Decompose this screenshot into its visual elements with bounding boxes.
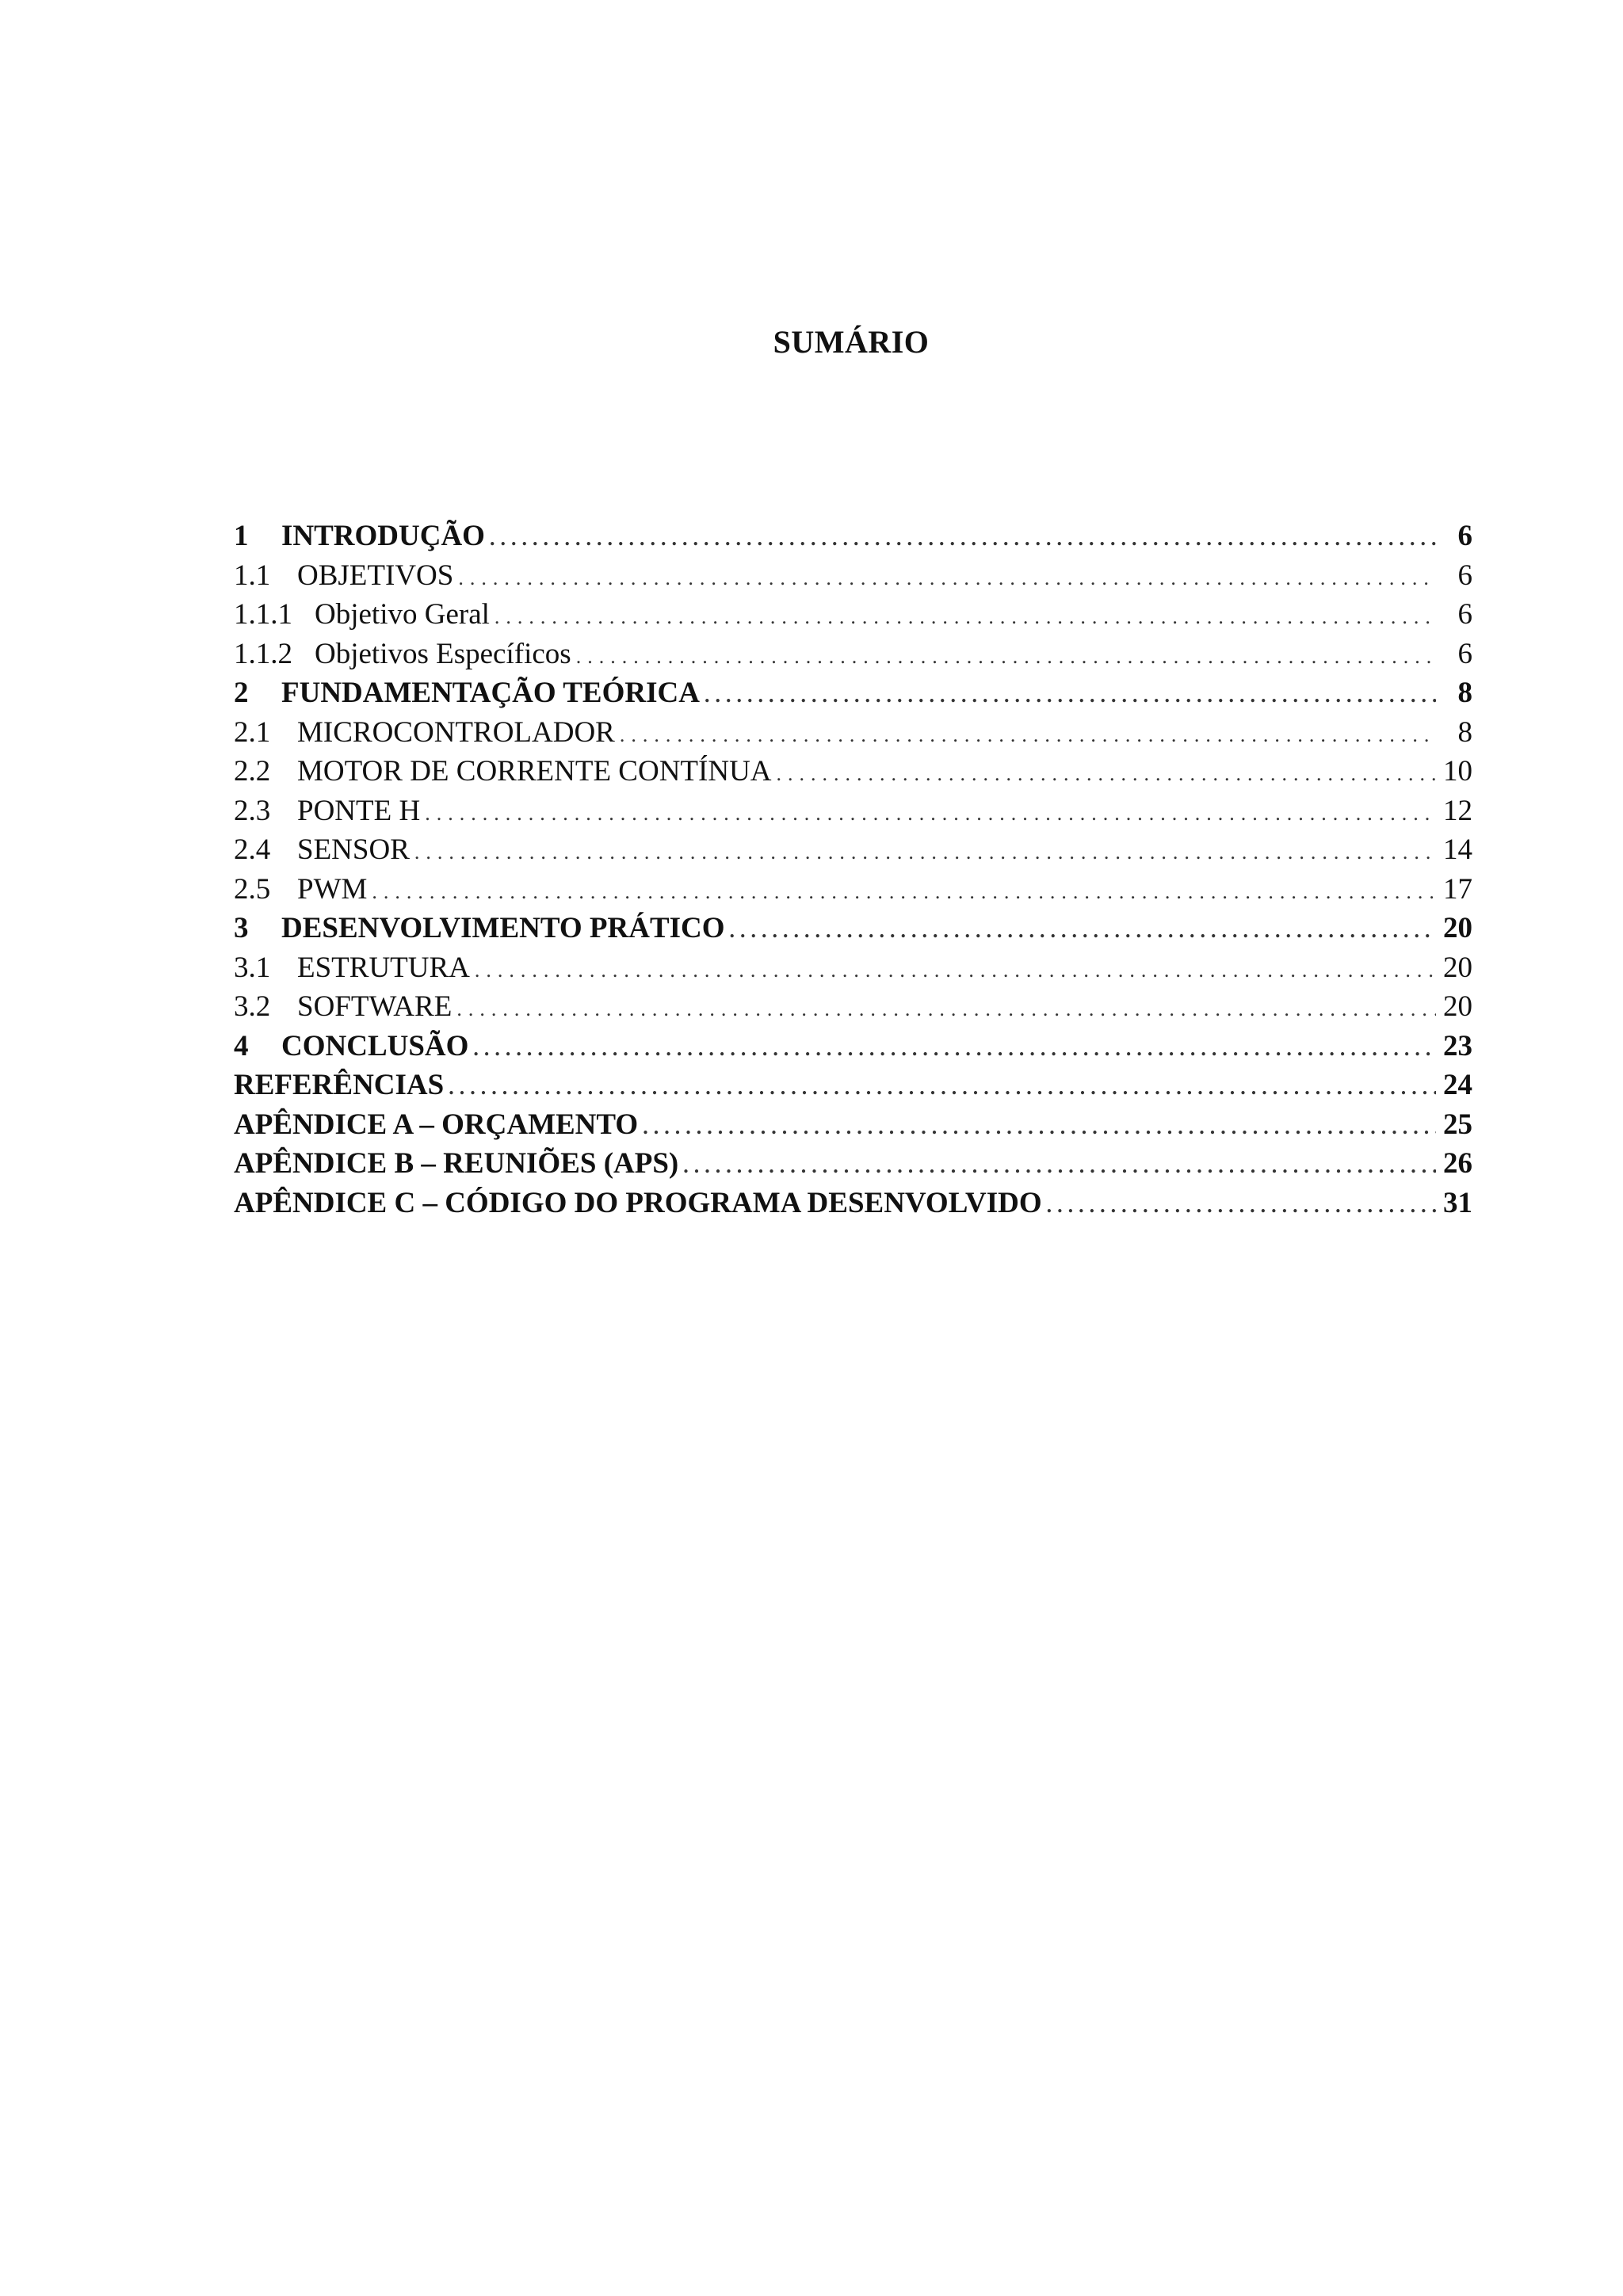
toc-entry-page: 12 [1443,794,1472,827]
toc-entry[interactable] [234,673,1472,713]
toc-entry-page: 20 [1443,912,1472,944]
toc-entry-number: 1 [234,520,249,552]
toc-entry-label: CONCLUSÃO [281,1029,469,1062]
toc-entry-label: PWM [297,872,368,906]
toc-entry-label: MOTOR DE CORRENTE CONTÍNUA [297,755,772,788]
toc-entry-label: APÊNDICE A – ORÇAMENTO [234,1108,639,1141]
toc-entry-number: 2.5 [234,872,271,906]
toc-entry-page: 14 [1443,833,1472,866]
toc-entry[interactable] [234,870,1472,910]
toc-dot-leader [490,519,1436,559]
toc-dot-leader [425,794,1436,833]
toc-entry-number: 1.1.1 [234,598,292,631]
toc-entry[interactable] [234,909,1472,948]
toc-entry-label: ESTRUTURA [297,951,470,984]
toc-entry-number: 4 [234,1029,249,1062]
toc-dot-leader [705,676,1436,715]
toc-entry[interactable] [234,1027,1472,1066]
toc-entry-number: 3.2 [234,990,271,1023]
toc-dot-leader [495,597,1436,637]
toc-entry[interactable] [234,987,1472,1027]
toc-entry-page: 6 [1457,520,1472,552]
toc-entry[interactable] [234,1184,1472,1223]
toc-dot-leader [475,951,1436,990]
toc-entry-page: 10 [1443,755,1472,788]
toc-entry-page: 20 [1443,951,1472,984]
toc-entry[interactable] [234,1105,1472,1145]
toc-entry[interactable] [234,830,1472,870]
toc-entry-page: 25 [1443,1108,1472,1141]
toc-dot-leader [456,990,1436,1029]
toc-dot-leader [372,872,1436,912]
toc-entry-number: 2.4 [234,833,271,866]
toc-entry-number: 2.3 [234,794,271,827]
toc-entry-page: 31 [1443,1186,1472,1219]
toc-entry-label: OBJETIVOS [297,559,454,592]
toc-entry-page: 6 [1457,598,1472,631]
toc-entry[interactable] [234,595,1472,635]
toc-entry[interactable] [234,948,1472,988]
toc-dot-leader [620,715,1436,755]
toc-entry-page: 6 [1457,559,1472,592]
toc-entry-label: SENSOR [297,833,410,866]
toc-entry[interactable] [234,517,1472,556]
toc-entry[interactable] [234,791,1472,831]
toc-entry[interactable] [234,1144,1472,1184]
toc-dot-leader [576,637,1436,677]
toc-entry-label: DESENVOLVIMENTO PRÁTICO [281,912,725,944]
toc-entry-label: MICROCONTROLADOR [297,715,615,749]
toc-dot-leader [1047,1186,1436,1226]
toc-dot-leader [449,1068,1436,1108]
toc-entry-page: 24 [1443,1069,1472,1101]
toc-entry[interactable] [234,635,1472,674]
toc-entry-label: Objetivos Específicos [315,637,571,670]
toc-entry-page: 17 [1443,872,1472,906]
toc-entry-page: 6 [1457,637,1472,670]
toc-dot-leader [730,911,1436,951]
toc-dot-leader [414,833,1436,872]
toc-entry-label: SOFTWARE [297,990,453,1023]
toc-entry-number: 1.1 [234,559,271,592]
toc-dot-leader [643,1108,1436,1147]
toc-entry-page: 23 [1443,1029,1472,1062]
toc-entry-number: 2.1 [234,715,271,749]
toc-entry-page: 26 [1443,1147,1472,1180]
toc-entry-number: 3.1 [234,951,271,984]
toc-entry-label: REFERÊNCIAS [234,1069,445,1101]
toc-entry-number: 2 [234,677,249,709]
toc-dot-leader [458,559,1436,598]
toc-entry-page: 8 [1457,677,1472,709]
toc-entry-page: 20 [1443,990,1472,1023]
toc-entry-label: Objetivo Geral [315,598,490,631]
toc-entry-number: 1.1.2 [234,637,292,670]
toc-dot-leader [777,754,1436,794]
toc-entry[interactable] [234,752,1472,791]
toc-dot-leader [473,1029,1436,1069]
toc-entry-label: PONTE H [297,794,421,827]
toc-entry-label: INTRODUÇÃO [281,520,485,552]
table-of-contents [234,517,1472,1222]
toc-entry-number: 2.2 [234,755,271,788]
toc-entry-label: FUNDAMENTAÇÃO TEÓRICA [281,677,700,709]
toc-entry[interactable] [234,556,1472,596]
page-title: SUMÁRIO [773,324,930,360]
toc-entry-label: APÊNDICE C – CÓDIGO DO PROGRAMA DESENVOLVIDO [234,1186,1042,1219]
toc-entry-number: 3 [234,912,249,944]
toc-entry[interactable] [234,1066,1472,1105]
toc-dot-leader [683,1146,1436,1186]
toc-entry-label: APÊNDICE B – REUNIÕES (APS) [234,1147,679,1180]
toc-entry-page: 8 [1457,715,1472,749]
toc-entry[interactable] [234,713,1472,753]
